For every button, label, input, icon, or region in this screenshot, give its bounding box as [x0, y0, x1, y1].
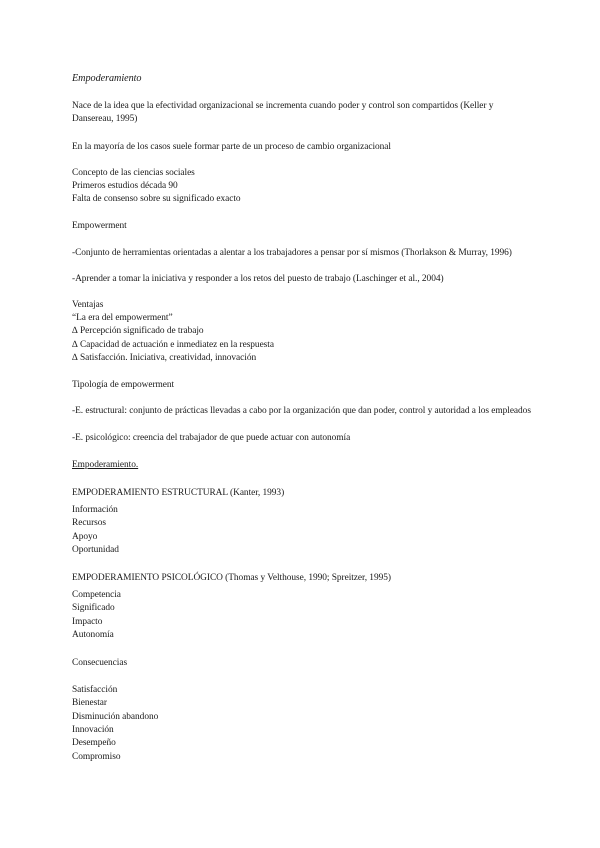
intro-paragraph: Nace de la idea que la efectividad organizacional se incrementa cuando poder y control son compartidos (Keller y Dansereau, 1995)	[72, 101, 494, 125]
tipologia-item: -E. estructural: conjunto de prácticas llevadas a cabo por la organización que dan poder, control y autoridad a los empleados	[72, 406, 531, 416]
concept-line: Falta de consenso sobre su significado exacto	[72, 194, 241, 204]
ventajas-item: ∆ Capacidad de actuación e inmediatez en la respuesta	[72, 340, 274, 350]
tipologia-heading: Tipología de empowerment	[72, 380, 175, 390]
ventajas-item: ∆ Satisfacción. Iniciativa, creatividad, innovación	[72, 353, 257, 363]
estructural-item: Apoyo	[72, 532, 98, 542]
consecuencias-item: Innovación	[72, 725, 114, 735]
estructural-item: Información	[72, 505, 118, 515]
consecuencias-item: Compromiso	[72, 752, 121, 762]
consecuencias-item: Disminución abandono	[72, 712, 159, 722]
ventajas-heading: Ventajas	[72, 300, 104, 310]
psicologico-item: Significado	[72, 603, 115, 613]
estructural-item: Oportunidad	[72, 545, 119, 555]
document-title: Empoderamiento	[72, 73, 142, 84]
process-paragraph: En la mayoría de los casos suele formar parte de un proceso de cambio organizacional	[72, 142, 391, 152]
empowerment-heading: Empowerment	[72, 221, 127, 231]
consecuencias-item: Bienestar	[72, 698, 107, 708]
psicologico-item: Impacto	[72, 617, 103, 627]
estructural-item: Recursos	[72, 518, 106, 528]
ventajas-item: ∆ Percepción significado de trabajo	[72, 326, 204, 336]
concept-line: Concepto de las ciencias sociales	[72, 168, 195, 178]
consecuencias-heading: Consecuencias	[72, 658, 128, 668]
consecuencias-item: Desempeño	[72, 738, 116, 748]
psicologico-item: Competencia	[72, 590, 121, 600]
ventajas-item: “La era del empowerment”	[72, 313, 173, 323]
consecuencias-item: Satisfacción	[72, 685, 118, 695]
section-subtitle: Empoderamiento.	[72, 460, 139, 470]
concept-line: Primeros estudios década 90	[72, 181, 178, 191]
tipologia-item: -E. psicológico: creencia del trabajador de que puede actuar con autonomía	[72, 433, 351, 443]
psicologico-item: Autonomía	[72, 630, 114, 640]
estructural-heading: EMPODERAMIENTO ESTRUCTURAL (Kanter, 1993)	[72, 488, 285, 498]
psicologico-heading: EMPODERAMIENTO PSICOLÓGICO (Thomas y Velthouse, 1990; Spreitzer, 1995)	[72, 573, 391, 583]
empowerment-definition: -Aprender a tomar la iniciativa y responder a los retos del puesto de trabajo (Laschinger et al., 2004)	[72, 274, 444, 284]
empowerment-definition: -Conjunto de herramientas orientadas a alentar a los trabajadores a pensar por sí mismos (Thorlakson & Murray, 1996)	[72, 248, 512, 258]
